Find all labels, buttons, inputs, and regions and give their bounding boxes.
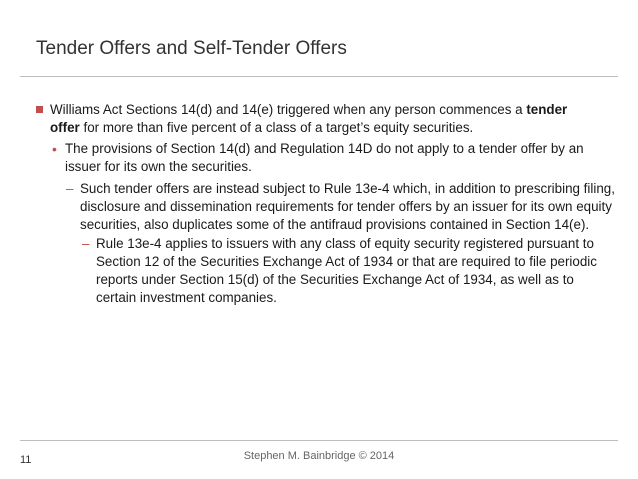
page-number: 11 bbox=[20, 454, 32, 466]
bullet-level-4 bbox=[36, 235, 616, 307]
slide-body bbox=[36, 101, 616, 307]
bullet-4-text: Rule 13e-4 applies to issuers with any class of equity security registered pursuant to Section 12 of the Securities Exchange Act of 1934 or that are required to file periodic reports under Section 15(d) of the Securities Exchange Act of 1934, as well as to certain investment companies. bbox=[96, 236, 597, 305]
title-divider bbox=[20, 76, 618, 77]
bullet-level-2 bbox=[36, 140, 616, 176]
bullet-1-bold-tender: tender bbox=[526, 102, 568, 117]
square-bullet-icon bbox=[36, 106, 43, 113]
bullet-level-3 bbox=[36, 180, 616, 234]
slide-title: Tender Offers and Self-Tender Offers bbox=[36, 38, 347, 59]
bullet-1-text-post: for more than five percent of a class of a target’s equity securities. bbox=[79, 120, 474, 135]
round-bullet-icon: • bbox=[52, 141, 57, 157]
footer-credit: Stephen M. Bainbridge © 2014 bbox=[243, 450, 395, 462]
dash-bullet-icon: – bbox=[66, 181, 74, 196]
bullet-2-text: The provisions of Section 14(d) and Regulation 14D do not apply to a tender offer by an issuer for its own the securities. bbox=[65, 141, 584, 174]
dash-bullet-icon: – bbox=[82, 236, 90, 251]
footer-divider bbox=[20, 440, 618, 441]
bullet-level-1 bbox=[36, 101, 616, 137]
bullet-3-text: Such tender offers are instead subject to Rule 13e-4 which, in addition to prescribing filing, disclosure and dissemination requirements for tender offers by an issuer for its own equity securities, also duplicates some of the antifraud provisions contained in Section 14(e). bbox=[80, 181, 615, 232]
bullet-1-bold-offer: offer bbox=[50, 120, 80, 135]
bullet-1-text-pre: Williams Act Sections 14(d) and 14(e) triggered when any person commences a bbox=[50, 102, 527, 117]
